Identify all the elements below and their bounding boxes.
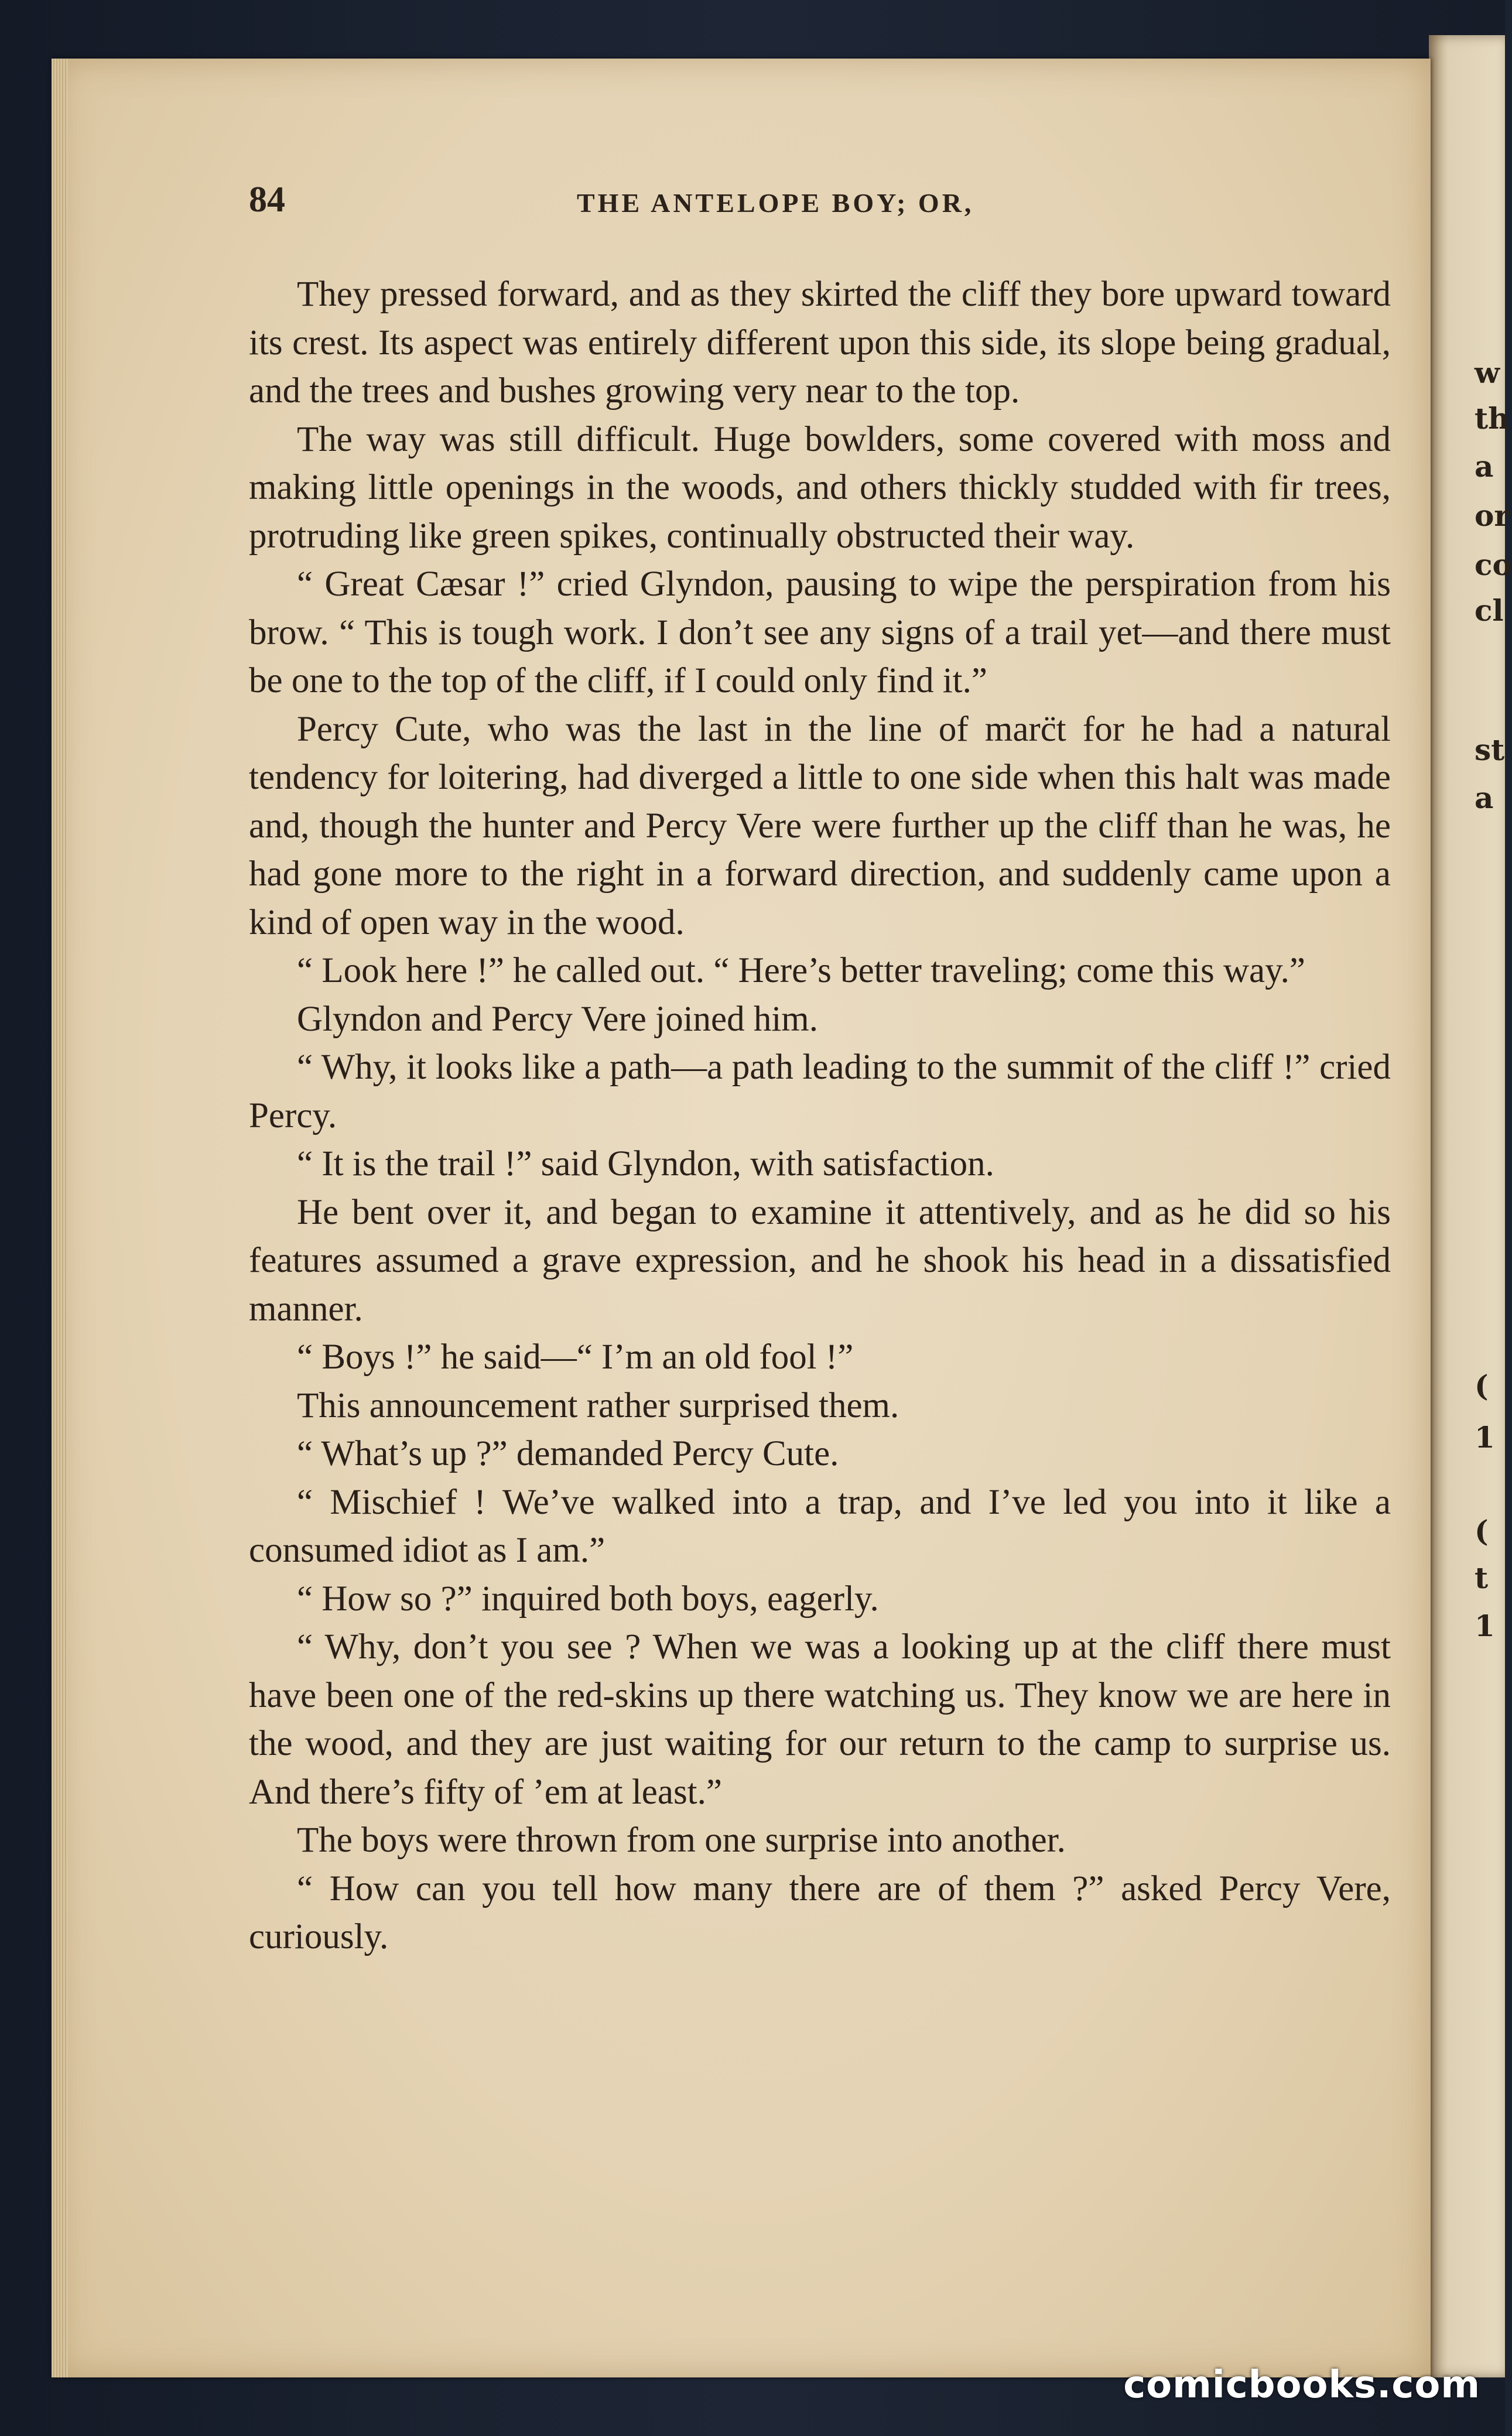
paragraph: “ Boys !” he said—“ I’m an old fool !” — [297, 1337, 854, 1377]
facing-page-fragment: a — [1475, 449, 1494, 484]
body-text — [249, 271, 1391, 1962]
paragraph: “ How can you tell how many there are of them ?” asked Percy Vere, curiously. — [249, 1869, 1391, 1956]
facing-page-fragment: ( — [1475, 1368, 1489, 1403]
paragraph: “ Mischief ! We’ve walked into a trap, and I’ve led you into it like a consumed idiot as I am.” — [249, 1482, 1391, 1570]
paragraph: The boys were thrown from one surprise into another. — [297, 1821, 1066, 1860]
facing-page-fragment: or — [1475, 498, 1510, 533]
paragraph: Glyndon and Percy Vere joined him. — [297, 999, 818, 1039]
facing-page-fragment: st — [1475, 733, 1505, 767]
paragraph: Percy Cute, who was the last in the line of marc̈t for he had a natural tendency for loitering, had diverged a little to one side when this halt was made and, though the hunter and Percy Vere were further up the cliff than he was, he had gone more to the right in a forward direction, and suddenly came upon a kind of open way in the wood. — [249, 709, 1391, 942]
paragraph: “ It is the trail !” said Glyndon, with satisfaction. — [297, 1144, 994, 1183]
paragraph: “ Look here !” he called out. “ Here’s better traveling; come this way.” — [297, 951, 1305, 990]
paragraph: They pressed forward, and as they skirted the cliff they bore upward toward its crest. Its aspect was entirely different upon this side, its slope being gradual, and the trees and bushes growing very near to the top. — [249, 275, 1391, 410]
paragraph: The way was still difficult. Huge bowlders, some covered with moss and making little openings in the woods, and others thickly studded with fir trees, protruding like green spikes, continually obstructed their way. — [249, 419, 1391, 556]
facing-page-fragment: th — [1475, 401, 1510, 436]
page-edges — [52, 59, 68, 2377]
facing-page-fragment: 1 — [1475, 1609, 1495, 1643]
paragraph: “ Why, don’t you see ? When we was a looking up at the cliff there must have been one of the red-skins up there watching us. They know we are here in the wood, and they are just waiting for our return to the camp to surprise us. And there’s fifty of ’em at least.” — [249, 1627, 1391, 1812]
facing-page-fragment: w — [1475, 355, 1500, 390]
paragraph: “ Great Cæsar !” cried Glyndon, pausing to wipe the perspiration from his brow. “ This is tough work. I don’t see any signs of a trail yet—and there must be one to the top of the cliff, if I could only find it.” — [249, 564, 1391, 700]
paragraph: “ What’s up ?” demanded Percy Cute. — [297, 1434, 839, 1473]
facing-page-fragment: 1 — [1475, 1420, 1495, 1455]
facing-page-fragment: a — [1475, 781, 1494, 815]
running-head: THE ANTELOPE BOY; OR, — [577, 188, 974, 218]
paragraph: “ Why, it looks like a path—a path leading to the summit of the cliff !” cried Percy. — [249, 1048, 1391, 1135]
facing-page-fragment: t — [1475, 1561, 1489, 1595]
page-number: 84 — [249, 180, 285, 220]
facing-page-fragment: cl — [1475, 593, 1504, 628]
facing-page-fragment: ( — [1475, 1514, 1489, 1548]
paragraph: This announcement rather surprised them. — [297, 1385, 899, 1425]
paragraph: “ How so ?” inquired both boys, eagerly. — [297, 1579, 879, 1619]
paragraph: He bent over it, and began to examine it attentively, and as he did so his features assumed a grave expression, and he shook his head in a dissatisfied manner. — [249, 1192, 1391, 1329]
facing-page-fragment: co — [1475, 548, 1512, 582]
watermark: comicbooks.com — [1123, 2363, 1480, 2407]
